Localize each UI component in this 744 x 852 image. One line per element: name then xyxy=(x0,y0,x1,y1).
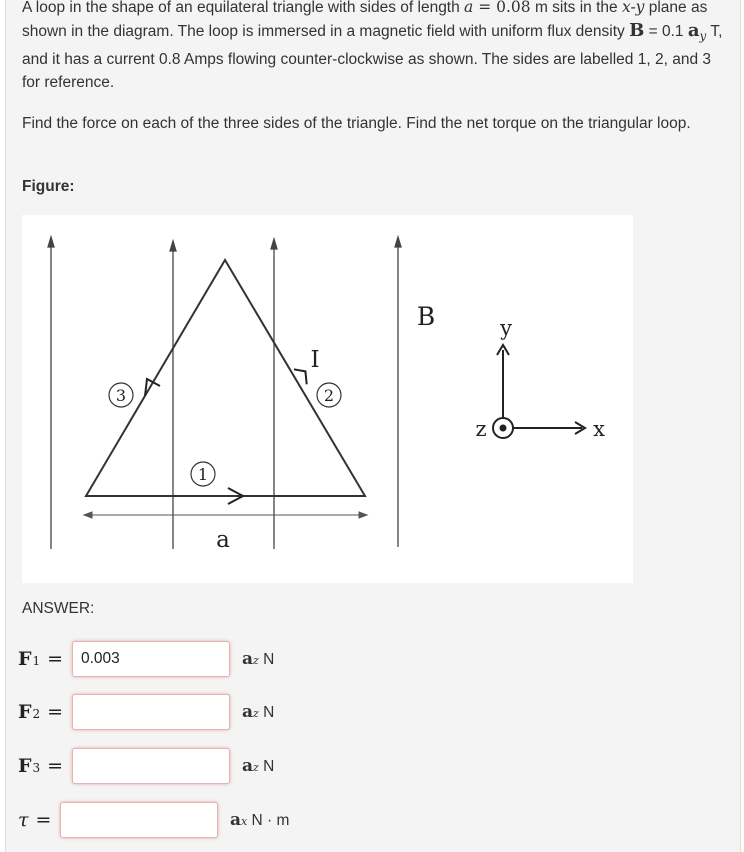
answer-row-f3 xyxy=(18,748,274,784)
axis-x-label: x xyxy=(593,417,605,441)
f3-input[interactable] xyxy=(72,748,230,784)
side2-label: 2 xyxy=(323,386,335,405)
side-length-label: a xyxy=(216,527,230,553)
field-lines xyxy=(48,237,401,549)
ay-vector: a xyxy=(687,20,700,41)
xy-plane: x-y xyxy=(621,0,645,16)
var-a: a xyxy=(464,0,474,16)
figure-label: Figure: xyxy=(22,178,75,195)
answer-row-torque xyxy=(18,802,289,838)
f3-symbol: F 3 = xyxy=(18,755,64,777)
triangle-loop-diagram xyxy=(22,215,633,583)
f3-unit: a z N xyxy=(242,756,275,776)
question-panel xyxy=(5,0,741,852)
answer-label: ANSWER: xyxy=(22,600,95,617)
field-label: B xyxy=(416,302,436,331)
f1-input[interactable] xyxy=(72,641,230,677)
torque-unit: a x N · m xyxy=(230,810,290,830)
field-arrow-icon xyxy=(48,237,54,247)
answer-row-f2 xyxy=(18,694,274,730)
side1-label: 1 xyxy=(197,465,209,484)
f1-unit: a z N xyxy=(242,649,275,669)
axes-indicator xyxy=(475,316,605,441)
axis-y-label: y xyxy=(500,316,512,340)
dimension-a xyxy=(84,512,367,518)
side3-label: 3 xyxy=(115,386,127,405)
field-arrow-icon xyxy=(395,237,401,247)
axis-z-label: z xyxy=(475,417,487,441)
torque-input[interactable] xyxy=(60,802,218,838)
field-arrow-icon xyxy=(170,241,176,251)
current-arrow-side2-icon xyxy=(294,367,308,386)
torque-symbol: τ = xyxy=(18,809,52,831)
triangle-loop xyxy=(86,260,365,496)
problem-statement: A loop in the shape of an equilateral triangle with sides of length a = 0.08 m sits in the x-y plane as shown in the diagram. The loop is immersed in a magnetic field with uniform flux density B = 0.1 $a_y$ T, and it has a current 0.8 Amps flowing counter-clockwise as shown. The sides are labelled 1, 2, and 3 for reference. xyxy=(22,0,723,92)
f2-input[interactable] xyxy=(72,694,230,730)
field-arrow-icon xyxy=(271,239,277,249)
f2-symbol: F 2 = xyxy=(18,701,64,723)
f1-symbol: F 1 = xyxy=(18,648,64,670)
instruction-text: Find the force on each of the three sides of the triangle. Find the net torque on the triangular loop. xyxy=(22,115,691,132)
figure-panel xyxy=(22,215,633,583)
f2-unit: a z N xyxy=(242,702,275,722)
current-label: I xyxy=(310,347,320,373)
answer-row-f1 xyxy=(18,641,274,677)
b-vector: B xyxy=(629,20,645,41)
